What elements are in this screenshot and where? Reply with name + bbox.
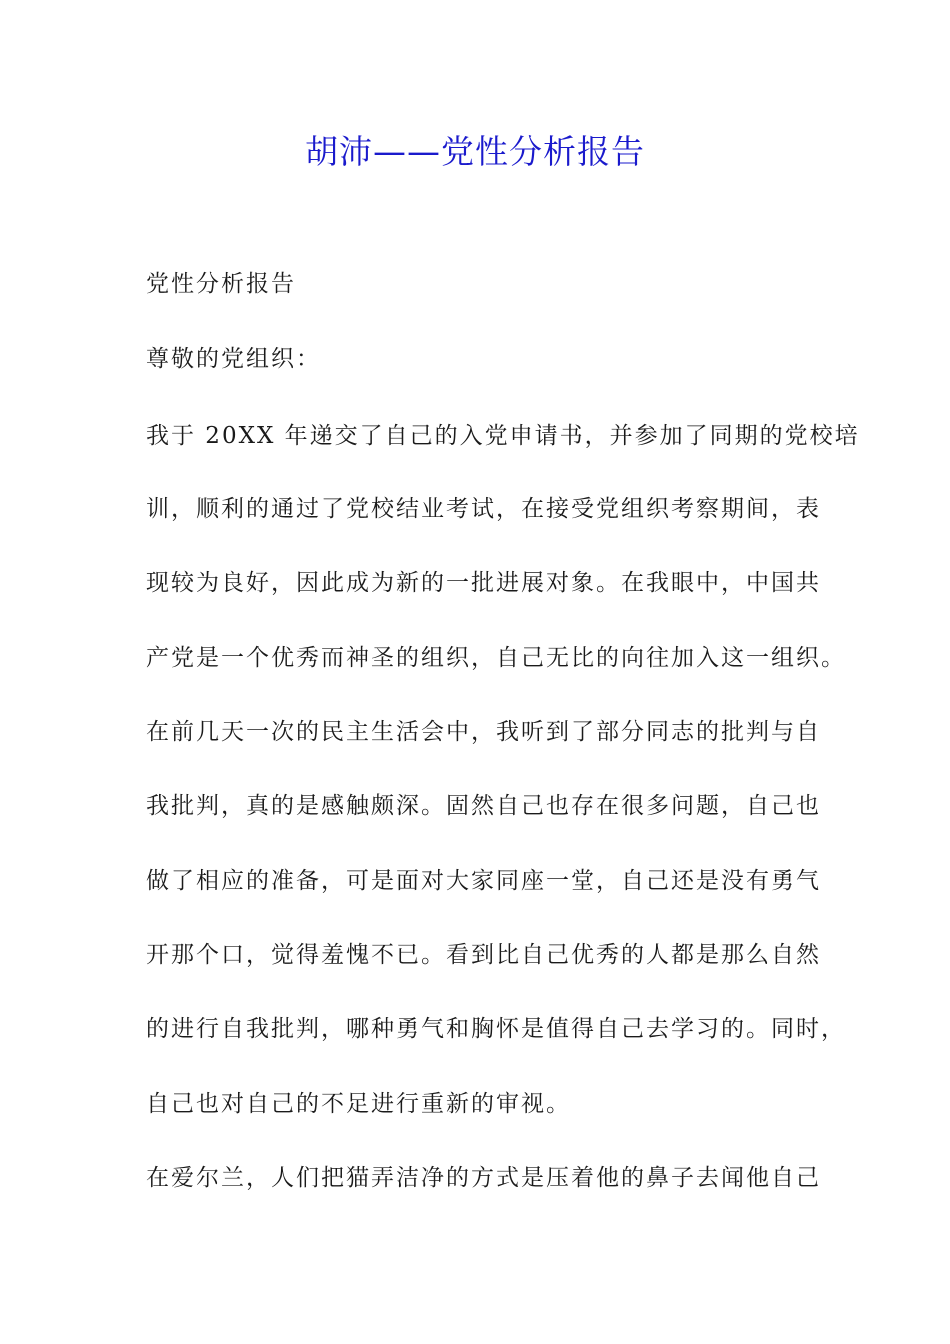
- body-line: 我于 20XX 年递交了自己的入党申请书，并参加了同期的党校培: [146, 423, 860, 449]
- body-line: 我批判，真的是感触颇深。固然自己也存在很多问题，自己也: [146, 793, 821, 819]
- body-line: 产党是一个优秀而神圣的组织，自己无比的向往加入这一组织。: [146, 645, 846, 671]
- body-line: 训，顺利的通过了党校结业考试，在接受党组织考察期间，表: [146, 496, 821, 522]
- body-line: 在爱尔兰，人们把猫弄洁净的方式是压着他的鼻子去闻他自己: [146, 1165, 821, 1191]
- document-subtitle: 党性分析报告: [146, 271, 296, 297]
- salutation: 尊敬的党组织：: [146, 346, 321, 372]
- body-line: 自己也对自己的不足进行重新的审视。: [146, 1091, 571, 1117]
- body-line: 开那个口，觉得羞愧不已。看到比自己优秀的人都是那么自然: [146, 942, 821, 968]
- body-line: 做了相应的准备，可是面对大家同座一堂，自己还是没有勇气: [146, 868, 821, 894]
- body-line: 在前几天一次的民主生活会中，我听到了部分同志的批判与自: [146, 719, 821, 745]
- document-title: 胡沛——党性分析报告: [305, 132, 645, 171]
- body-line: 现较为良好，因此成为新的一批进展对象。在我眼中，中国共: [146, 570, 821, 596]
- body-line: 的进行自我批判，哪种勇气和胸怀是值得自己去学习的。同时，: [146, 1016, 846, 1042]
